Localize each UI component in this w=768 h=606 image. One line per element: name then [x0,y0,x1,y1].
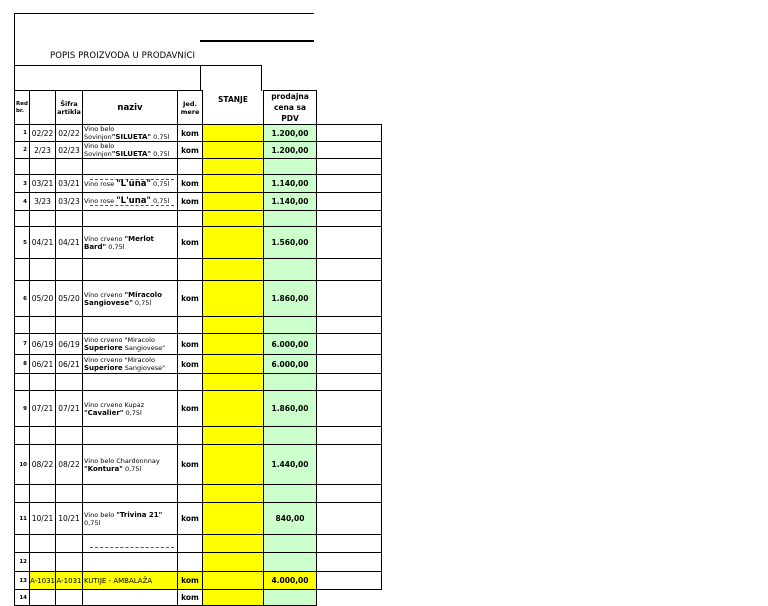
spacer-row [15,259,382,281]
spacer-row [15,485,382,503]
row-extra [317,553,382,572]
row-sifra: 02/23 [56,142,83,159]
row-price: 6.000,00 [264,355,317,374]
row-extra [317,227,382,259]
row-name: Vino belo Sovinjon"SILUETA" 0,75l [83,125,178,142]
row-price: 1.140,00 [264,193,317,211]
header-sifra: Šifra artikla [56,91,83,125]
row-name: Vino crveno "Miracolo Superiore Sangiovese" [83,334,178,355]
header-prodajna-cena: prodajna cena sa PDV [264,91,317,125]
left-rule [14,13,15,90]
table-row [15,175,382,193]
row-price: 840,00 [264,503,317,535]
row-sifra: 07/21 [56,391,83,427]
row-unit: kom [178,355,203,374]
header-extra [317,91,382,125]
row-code: A-1031 [30,572,56,590]
row-code: 04/21 [30,227,56,259]
spacer-row [15,211,382,227]
row-extra [317,391,382,427]
row-name: Vino crveno "Miracolo Superiore Sangiovese" [83,355,178,374]
spacer-row [15,159,382,175]
row-name: Vino crveno Kupaz "Cavalier" 0,75l [83,391,178,427]
row-extra [317,281,382,317]
row-extra [317,142,382,159]
row-extra [317,334,382,355]
row-number: 7 [15,334,30,355]
row-code: 03/21 [30,175,56,193]
header-stanje: STANJE [203,91,264,125]
row-stanje-input[interactable] [203,159,264,175]
row-unit: kom [178,334,203,355]
row-unit: kom [178,193,203,211]
row-stanje-input[interactable] [203,334,264,355]
row-unit: kom [178,125,203,142]
table-row [15,142,382,159]
row-unit: kom [178,391,203,427]
table-row [15,193,382,211]
row-name: Vino belo Sovinjon"SILUETA" 0,75l [83,142,178,159]
row-unit: kom [178,572,203,590]
row-extra [317,445,382,485]
header-naziv: naziv [83,91,178,125]
product-table [14,90,382,606]
row-stanje-input[interactable] [203,281,264,317]
stanje-header-right [261,65,262,91]
row-unit: kom [178,590,203,606]
row-unit: kom [178,175,203,193]
spacer-row [15,317,382,334]
row-number: 5 [15,227,30,259]
header-jed-mere: Jed. mere [178,91,203,125]
table-row [15,590,382,606]
row-sifra: 03/23 [56,193,83,211]
table-row [15,445,382,485]
stanje-header-left [200,65,201,91]
row-price: 6.000,00 [264,334,317,355]
row-price: 1.860,00 [264,281,317,317]
title-underline [14,65,262,66]
row-stanje-input[interactable] [203,572,264,590]
row-name: Vino rose "L'una" 0,75l [83,175,178,193]
row-unit: kom [178,503,203,535]
row-code: 02/22 [30,125,56,142]
row-stanje-input[interactable] [203,590,264,606]
table-row [15,281,382,317]
top-rule [14,13,314,14]
table-row [15,553,382,572]
row-code: 3/23 [30,193,56,211]
row-extra [317,193,382,211]
row-stanje-input[interactable] [203,535,264,553]
row-sifra: A-1031 [56,572,83,590]
row-name: Vino crveno "Miracolo Sangiovese" 0,75l [83,281,178,317]
spacer-row [15,535,382,553]
row-code: 10/21 [30,503,56,535]
row-sifra: 05/20 [56,281,83,317]
row-name: KUTIJE - AMBALAŽA [83,572,178,590]
row-extra [317,572,382,590]
row-unit: kom [178,281,203,317]
row-stanje-input[interactable] [203,391,264,427]
row-number: 11 [15,503,30,535]
row-number: 2 [15,142,30,159]
row-stanje-input[interactable] [203,142,264,159]
row-sifra: 02/22 [56,125,83,142]
row-stanje-input[interactable] [203,125,264,142]
row-number: 6 [15,281,30,317]
row-price: 4.000,00 [264,572,317,590]
table-row [15,503,382,535]
table-row [15,391,382,427]
row-number: 14 [15,590,30,606]
row-stanje-input[interactable] [203,317,264,334]
row-stanje-input[interactable] [203,553,264,572]
row-extra [317,175,382,193]
row-code: 05/20 [30,281,56,317]
row-sifra: 03/21 [56,175,83,193]
dotted-line [90,547,174,548]
row-sifra: 06/21 [56,355,83,374]
row-number: 9 [15,391,30,427]
header-red-br: Red br. [15,91,30,125]
row-stanje-input[interactable] [203,503,264,535]
row-number: 10 [15,445,30,485]
document-title: POPIS PROIZVODA U PRODAVNICI [50,51,196,61]
row-extra [317,503,382,535]
row-sifra: 04/21 [56,227,83,259]
row-price: 1.200,00 [264,142,317,159]
row-stanje-input[interactable] [203,374,264,391]
row-name: Vino belo "Trivina 21" 0,75l [83,503,178,535]
row-number: 3 [15,175,30,193]
row-price: 1.440,00 [264,445,317,485]
header-row [15,91,382,125]
row-price: 1.140,00 [264,175,317,193]
spacer-row [15,427,382,445]
row-stanje-input[interactable] [203,355,264,374]
table-row [15,334,382,355]
spacer-row [15,374,382,391]
row-price: 1.860,00 [264,391,317,427]
row-number: 4 [15,193,30,211]
row-code: 06/21 [30,355,56,374]
table-row [15,227,382,259]
row-code: 2/23 [30,142,56,159]
row-number: 12 [15,553,30,572]
row-unit: kom [178,142,203,159]
row-stanje-input[interactable] [203,485,264,503]
row-stanje-input[interactable] [203,445,264,485]
row-name: Vino belo Chardonnnay "Kontura" 0,75l [83,445,178,485]
row-code: 07/21 [30,391,56,427]
row-number: 13 [15,572,30,590]
row-unit: kom [178,445,203,485]
row-unit: kom [178,227,203,259]
row-extra [317,355,382,374]
signature-rule [200,40,314,42]
row-stanje-input[interactable] [203,227,264,259]
row-price: 1.560,00 [264,227,317,259]
row-sifra: 06/19 [56,334,83,355]
row-sifra: 10/21 [56,503,83,535]
row-stanje-input[interactable] [203,193,264,211]
row-stanje-input[interactable] [203,427,264,445]
row-sifra: 08/22 [56,445,83,485]
row-name: Vino crveno "Merlot Bard" 0,75l [83,227,178,259]
row-stanje-input[interactable] [203,175,264,193]
row-number: 1 [15,125,30,142]
table-row-highlighted [15,572,382,590]
row-stanje-input[interactable] [203,211,264,227]
row-code: 08/22 [30,445,56,485]
row-extra [317,125,382,142]
row-stanje-input[interactable] [203,259,264,281]
table-row [15,125,382,142]
row-number: 8 [15,355,30,374]
row-code: 06/19 [30,334,56,355]
header-code-blank [30,91,56,125]
table-row [15,355,382,374]
row-price: 1.200,00 [264,125,317,142]
row-name: Vino rose "L'una" 0,75l [83,193,178,211]
